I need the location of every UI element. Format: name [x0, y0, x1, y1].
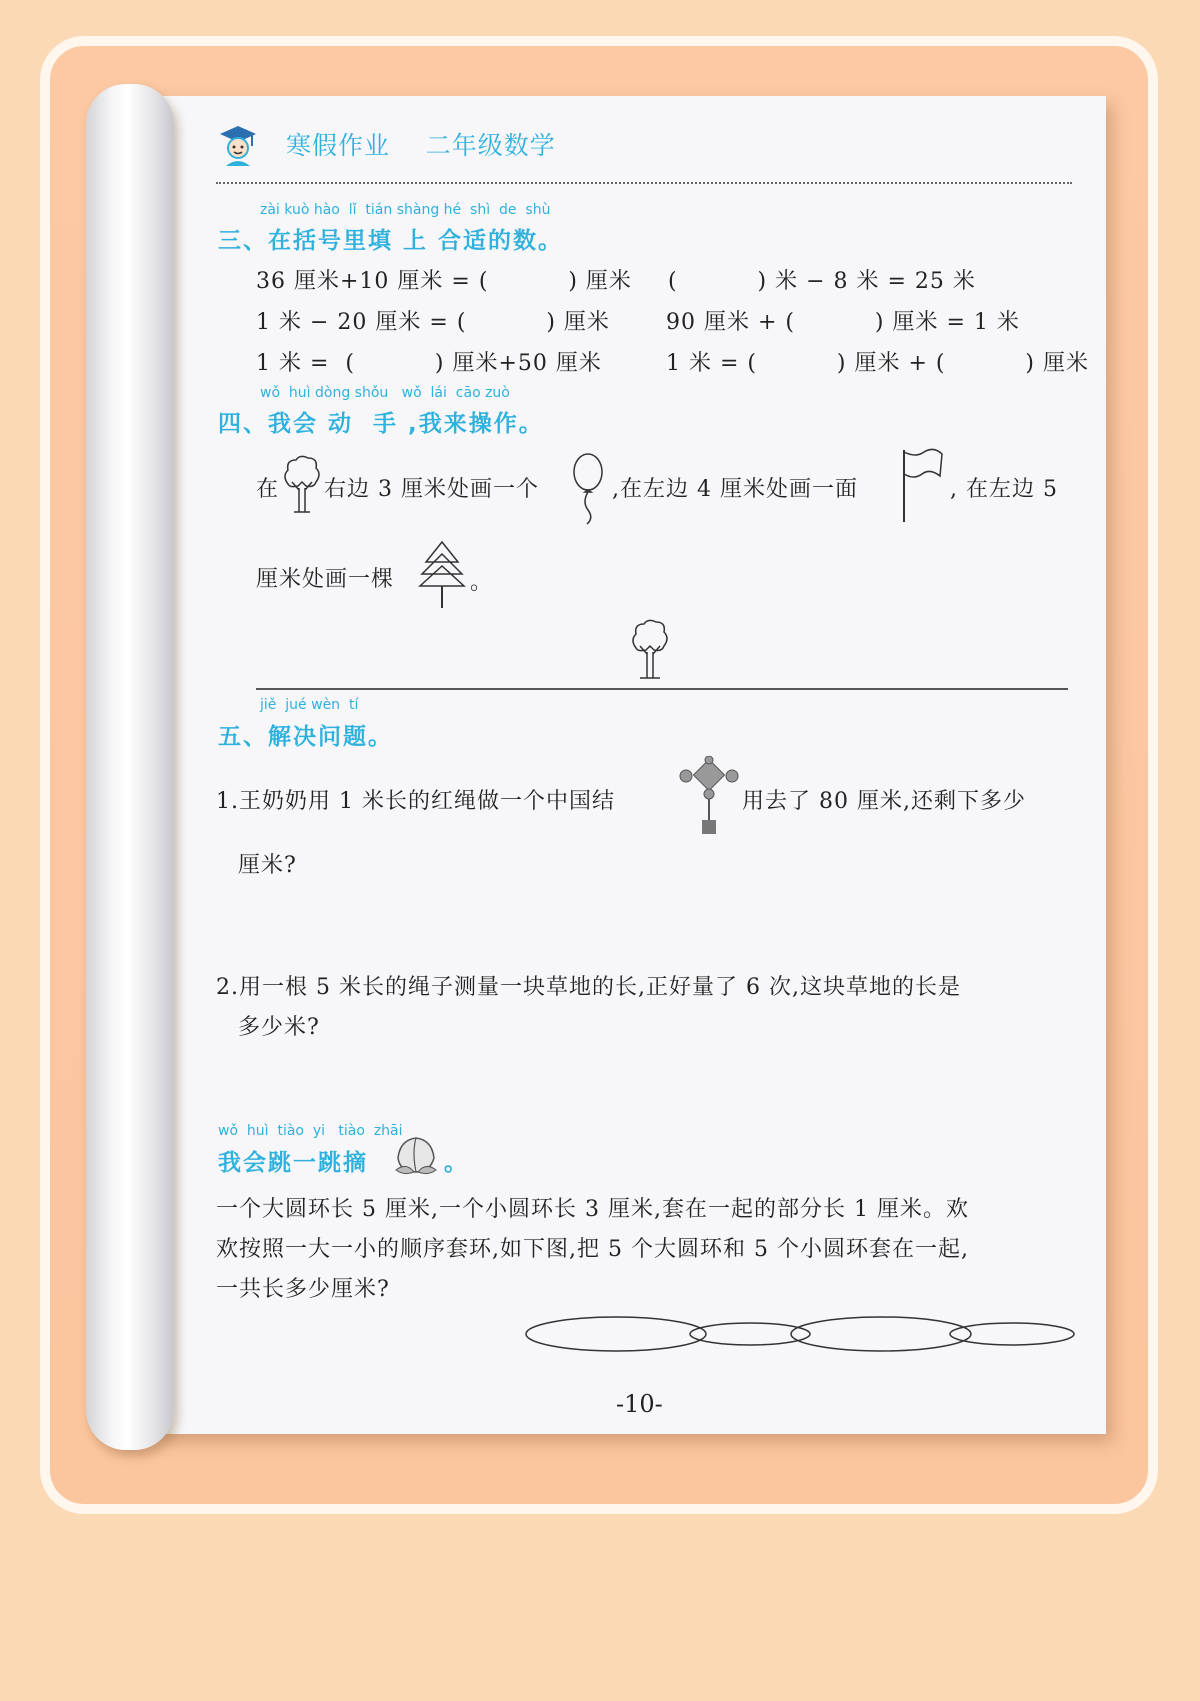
challenge-pinyin: wǒ huì tiào yi tiào zhāi — [218, 1123, 403, 1139]
q1-text-c: 厘米? — [238, 853, 297, 878]
s4-text-a: 在 — [256, 477, 280, 502]
challenge-title: 我会跳一跳摘 — [218, 1150, 368, 1176]
center-tree-icon — [628, 618, 672, 680]
peach-icon — [392, 1132, 440, 1176]
section3-pinyin: zài kuò hào lǐ tián shàng hé shì de shù — [260, 202, 551, 218]
s4-text-c: ,在左边 4 厘米处画一面 — [612, 477, 858, 502]
student-mascot-icon — [218, 124, 258, 168]
s4-text-d: , 在左边 5 — [950, 477, 1058, 502]
section5-title: 五、解决问题。 — [218, 724, 393, 750]
s3-row2-right: 90 厘米 + ( ) 厘米 = 1 米 — [666, 310, 1020, 335]
section5-pinyin: jiě jué wèn tí — [260, 697, 359, 713]
q2-text-a: 2.用一根 5 米长的绳子测量一块草地的长,正好量了 6 次,这块草地的长是 — [216, 975, 961, 1000]
pine-tree-icon — [418, 540, 466, 610]
section4-pinyin: wǒ huì dòng shǒu wǒ lái cāo zuò — [260, 385, 510, 401]
challenge-line1: 一个大圆环长 5 厘米,一个小圆环长 3 厘米,套在一起的部分长 1 厘米。欢 — [216, 1197, 969, 1222]
q1-text-b: 用去了 80 厘米,还剩下多少 — [742, 789, 1026, 814]
q2-text-b: 多少米? — [238, 1015, 320, 1040]
header-title: 寒假作业 二年级数学 — [286, 131, 556, 160]
header-divider — [216, 182, 1072, 184]
section4-title: 四、我会 动 手 ,我来操作。 — [218, 411, 544, 437]
balloon-icon — [570, 450, 606, 526]
challenge-line3: 一共长多少厘米? — [216, 1277, 390, 1302]
tree-icon — [280, 454, 324, 516]
challenge-title-end: 。 — [444, 1150, 469, 1176]
big-ring-2 — [791, 1317, 971, 1351]
s3-row1-left: 36 厘米+10 厘米 = ( ) 厘米 — [256, 269, 632, 294]
drawing-baseline — [256, 688, 1068, 690]
s4-text-f: 。 — [470, 570, 494, 595]
page-roll — [86, 84, 174, 1450]
small-ring-1 — [690, 1323, 810, 1345]
q1-text-a: 1.王奶奶用 1 米长的红绳做一个中国结 — [216, 789, 615, 814]
s3-row3-left: 1 米 = ( ) 厘米+50 厘米 — [256, 351, 602, 376]
page-number: -10- — [616, 1390, 663, 1418]
flag-icon — [900, 448, 946, 524]
small-ring-2 — [950, 1323, 1074, 1345]
section3-title: 三、在括号里填 上 合适的数。 — [218, 228, 564, 254]
s4-text-b: 右边 3 厘米处画一个 — [324, 477, 539, 502]
ring-chain-diagram — [510, 1312, 1080, 1368]
s3-row3-right: 1 米 = ( ) 厘米 + ( ) 厘米 — [666, 351, 1090, 376]
s3-row2-left: 1 米 − 20 厘米 = ( ) 厘米 — [256, 310, 610, 335]
big-ring-1 — [526, 1317, 706, 1351]
s3-row1-right: ( ) 米 − 8 米 = 25 米 — [668, 269, 976, 294]
s4-text-e: 厘米处画一棵 — [256, 567, 395, 592]
challenge-line2: 欢按照一大一小的顺序套环,如下图,把 5 个大圆环和 5 个小圆环套在一起, — [216, 1237, 969, 1262]
chinese-knot-icon — [678, 756, 740, 838]
